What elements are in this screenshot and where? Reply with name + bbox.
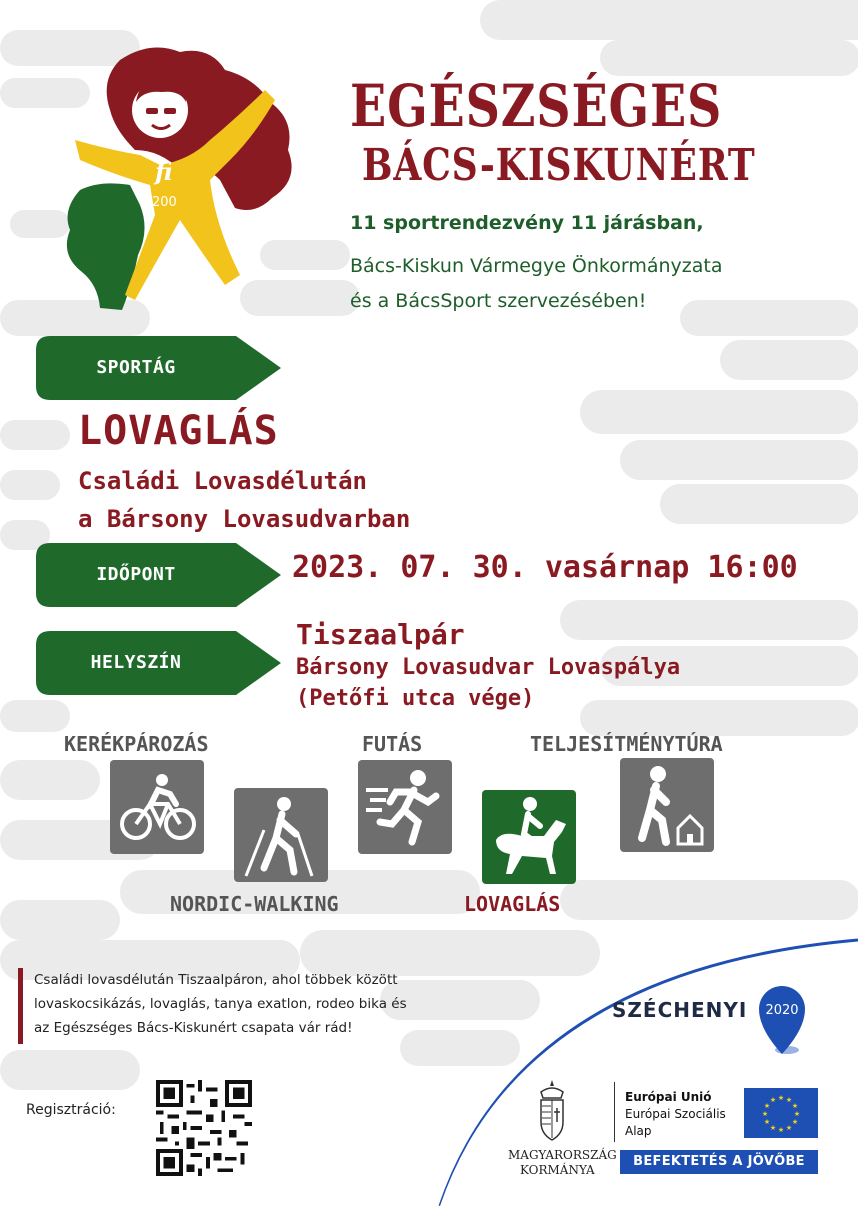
sponsor-divider	[614, 1082, 615, 1142]
svg-text:★: ★	[763, 1102, 771, 1110]
description-line3: az Egészséges Bács-Kiskunért csapata vár rád!	[34, 1020, 353, 1036]
sport-label-running: FUTÁS	[362, 732, 423, 756]
eu-line3: Alap	[625, 1124, 652, 1138]
page-title-line1: EGÉSZSÉGES	[350, 72, 723, 140]
szechenyi-logo-text: SZÉCHENYI	[612, 998, 748, 1022]
event-datetime: 2023. 07. 30. vasárnap 16:00	[292, 550, 798, 585]
running-icon	[358, 760, 452, 854]
hiking-icon	[620, 758, 714, 852]
description-line2: lovaskocsikázás, lovaglás, tanya exatlon, rodeo bika és	[34, 996, 407, 1012]
svg-text:★: ★	[763, 1118, 771, 1126]
page-title-line2: BÁCS-KISKUNÉRT	[362, 140, 756, 191]
sport-name: LOVAGLÁS	[78, 408, 279, 454]
qr-code[interactable]	[156, 1080, 252, 1176]
helyszin-label	[36, 631, 281, 695]
sportag-label	[36, 336, 281, 400]
svg-text:★: ★	[769, 1124, 777, 1132]
coat-of-arms-icon	[535, 1078, 569, 1144]
intro-line3: és a BácsSport szervezésében!	[350, 290, 647, 312]
eu-line2: Európai Szociális	[625, 1107, 726, 1121]
nordic-walking-icon	[234, 788, 328, 882]
registration-label: Regisztráció:	[26, 1102, 116, 1118]
government-line2: KORMÁNYA	[520, 1163, 595, 1177]
invest-badge: BEFEKTETÉS A JÖVŐBE	[620, 1150, 818, 1174]
location-line1: Tiszaalpár	[296, 618, 465, 651]
svg-text:★: ★	[793, 1110, 801, 1118]
eu-line1: Európai Unió	[625, 1090, 712, 1104]
svg-text:★: ★	[769, 1096, 777, 1104]
svg-text:★: ★	[791, 1102, 799, 1110]
sport-label-nordic: NORDIC-WALKING	[170, 892, 339, 916]
event-logo	[40, 40, 325, 315]
svg-text:★: ★	[777, 1094, 785, 1102]
location-line3: (Petőfi utca vége)	[296, 686, 535, 711]
sport-label-hiking: TELJESÍTMÉNYTÚRA	[530, 732, 723, 756]
szechenyi-year: 2020	[765, 1003, 799, 1018]
event-title-line1: Családi Lovasdélután	[78, 467, 367, 495]
svg-text:★: ★	[761, 1110, 769, 1118]
description-line1: Családi lovasdélután Tiszaalpáron, ahol többek között	[34, 972, 398, 988]
location-line2: Bársony Lovasudvar Lovaspálya	[296, 655, 681, 680]
location-pin-icon	[757, 984, 807, 1056]
event-title-line2: a Bársony Lovasudvarban	[78, 505, 411, 533]
sportag-label-text: SPORTÁG	[96, 357, 176, 378]
svg-text:★: ★	[785, 1124, 793, 1132]
helyszin-label-text: HELYSZÍN	[90, 652, 182, 673]
sport-label-riding: LOVAGLÁS	[464, 892, 561, 916]
svg-text:★: ★	[777, 1126, 785, 1134]
eu-flag-icon	[744, 1088, 818, 1138]
horse-riding-icon	[482, 790, 576, 884]
logo-badge-text: fi	[155, 157, 173, 186]
sport-label-cycling: KERÉKPÁROZÁS	[64, 732, 209, 756]
svg-text:★: ★	[791, 1118, 799, 1126]
logo-badge-number: 200	[152, 195, 177, 210]
idopont-label-text: IDŐPONT	[96, 564, 176, 585]
description-accent-bar	[18, 968, 23, 1044]
cycling-icon	[110, 760, 204, 854]
idopont-label	[36, 543, 281, 607]
government-line1: MAGYARORSZÁG	[508, 1148, 617, 1162]
svg-text:★: ★	[785, 1096, 793, 1104]
intro-line1: 11 sportrendezvény 11 járásban,	[350, 212, 704, 234]
intro-line2: Bács-Kiskun Vármegye Önkormányzata	[350, 255, 723, 277]
